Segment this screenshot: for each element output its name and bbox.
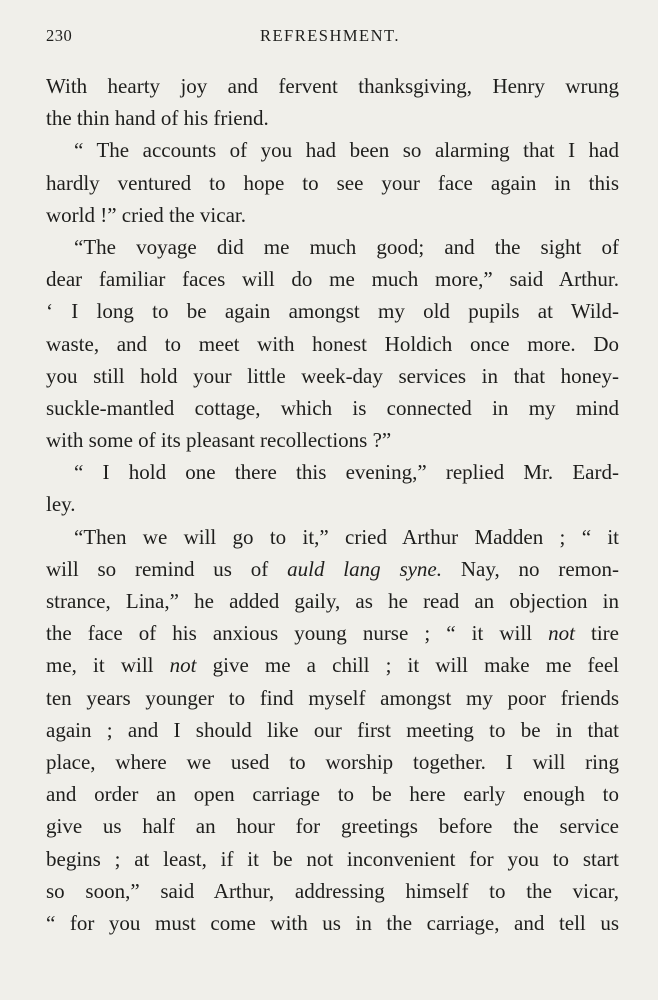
page-number: 230 xyxy=(46,26,73,45)
italic-text: not xyxy=(169,653,197,678)
text-line: suckle-mantled cottage, which is connected in my mind xyxy=(46,395,619,420)
text-line: you still hold your little week-day services in that honey- xyxy=(46,363,619,388)
text-segment: me, it will xyxy=(46,653,170,678)
text-line: “The voyage did me much good; and the sight of xyxy=(74,234,619,259)
text-line: With hearty joy and fervent thanksgiving, Henry wrung xyxy=(46,74,619,98)
text-line: the thin hand of his friend. xyxy=(46,106,269,131)
italic-text: not xyxy=(548,621,575,646)
text-line: again ; and I should like our first meeting to be in that xyxy=(46,717,619,742)
text-line: and order an open carriage to be here early enough to xyxy=(46,782,619,807)
text-line: world !” cried the vicar. xyxy=(46,202,246,227)
text-line: “Then we will go to it,” cried Arthur Madden ; “ it xyxy=(74,524,619,549)
text-line: dear familiar faces will do me much more,” said Arthur. xyxy=(46,267,619,292)
running-head: REFRESHMENT. xyxy=(259,26,401,45)
text-line: place, where we used to worship together. I will ring xyxy=(46,749,619,774)
text-line: “ for you must come with us in the carriage, and tell us xyxy=(46,910,619,935)
text-segment: tire xyxy=(574,621,619,646)
text-line xyxy=(46,617,619,649)
body-text xyxy=(46,70,619,939)
text-segment: the face of his anxious young nurse ; “ it will xyxy=(46,621,549,646)
text-line: ley. xyxy=(46,492,76,517)
text-line: hardly ventured to hope to see your face again in this xyxy=(46,170,619,195)
text-line xyxy=(46,553,619,585)
text-line: so soon,” said Arthur, addressing himself to the vicar, xyxy=(46,878,619,903)
text-segment: Nay, no remon- xyxy=(442,556,620,581)
text-line xyxy=(46,649,619,681)
text-line: “ The accounts of you had been so alarming that I had xyxy=(74,138,619,163)
text-line: waste, and to meet with honest Holdich once more. Do xyxy=(46,331,619,356)
text-line: strance, Lina,” he added gaily, as he read an objection in xyxy=(46,589,619,613)
text-line: ‘ I long to be again amongst my old pupils at Wild- xyxy=(46,299,619,324)
text-segment: give me a chill ; it will make me feel xyxy=(196,653,619,678)
text-line: begins ; at least, if it be not inconvenient for you to start xyxy=(46,846,619,871)
italic-text: auld lang syne. xyxy=(287,556,443,581)
text-line: “ I hold one there this evening,” replied Mr. Eard- xyxy=(74,460,619,485)
text-line: ten years younger to find myself amongst my poor friends xyxy=(46,685,619,710)
text-segment: will so remind us of xyxy=(46,556,288,581)
text-line: give us half an hour for greetings before the service xyxy=(46,814,619,839)
text-line: with some of its pleasant recollections ?” xyxy=(46,428,392,453)
